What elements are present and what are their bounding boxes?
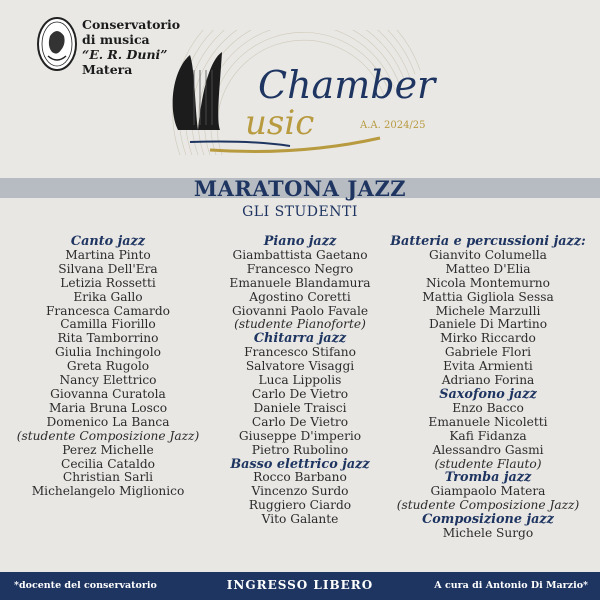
student-name: Greta Rugolo: [66, 359, 150, 374]
student-name: Silvana Dell'Era: [58, 261, 158, 276]
student-note: (studente Flauto): [434, 456, 542, 471]
header: [0, 0, 600, 178]
student-name: Gianvito Columella: [429, 247, 547, 262]
footer: [0, 572, 600, 600]
student-name: Giovanna Curatola: [50, 386, 166, 401]
student-name: Francesco Negro: [246, 261, 354, 276]
student-name: Emanuele Nicoletti: [428, 414, 548, 429]
student-name: Giambattista Gaetano: [232, 247, 368, 262]
chamber-music-logo: [150, 30, 450, 170]
student-name: Carlo De Vietro: [251, 386, 349, 401]
section-heading: Tromba jazz: [444, 470, 532, 486]
student-name: Nicola Montemurno: [426, 275, 550, 290]
student-name: Alessandro Gasmi: [432, 442, 544, 457]
student-name: Giampaolo Matera: [430, 484, 546, 499]
student-name: Francesca Camardo: [45, 303, 171, 318]
student-name: Daniele Di Martino: [428, 317, 548, 332]
academic-year: A.A. 2024/25: [360, 120, 426, 131]
student-note: (studente Composizione Jazz): [396, 498, 580, 513]
column-3: [383, 235, 593, 541]
student-name: Carlo De Vietro: [251, 414, 349, 429]
section-heading: Chitarra jazz: [253, 331, 347, 347]
student-name: Cecilia Cataldo: [61, 456, 155, 471]
student-name: Ruggiero Ciardo: [248, 498, 352, 513]
section-heading: Canto jazz: [70, 234, 146, 249]
student-name: Rocco Barbano: [253, 470, 347, 485]
conservatory-crest-icon: [36, 16, 78, 72]
student-name: Maria Bruna Losco: [48, 400, 168, 415]
student-name: Daniele Traisci: [253, 400, 347, 415]
section-heading: Piano jazz: [263, 234, 337, 249]
student-note: (studente Composizione Jazz): [16, 428, 200, 443]
footer-credit: A cura di Antonio Di Marzio*: [434, 580, 588, 591]
student-name: Emanuele Blandamura: [229, 275, 371, 290]
logo-word-chamber: Chamber: [258, 63, 436, 107]
student-name: Luca Lippolis: [258, 373, 342, 388]
student-name: Mattia Gigliola Sessa: [422, 289, 554, 304]
student-name: Christian Sarli: [62, 470, 154, 485]
student-name: Kafi Fidanza: [449, 428, 527, 443]
student-name: Evita Armienti: [443, 359, 533, 374]
institution-line-1: Conservatorio: [82, 17, 181, 32]
student-name: Martina Pinto: [65, 247, 151, 262]
footer-entry: INGRESSO LIBERO: [226, 578, 374, 592]
section-heading: Saxofono jazz: [439, 386, 537, 402]
student-name: Letizia Rossetti: [60, 275, 156, 290]
student-name: Pietro Rubolino: [251, 442, 349, 457]
student-name: Giuseppe D'imperio: [238, 428, 362, 443]
student-name: Giulia Inchingolo: [55, 345, 161, 360]
student-name: Nancy Elettrico: [59, 373, 157, 388]
student-name: Agostino Coretti: [249, 289, 351, 304]
student-name: Gabriele Flori: [444, 345, 532, 360]
institution-line-3: “E. R. Duni”: [82, 47, 168, 62]
student-name: Matteo D'Elia: [445, 261, 531, 276]
student-name: Erika Gallo: [73, 289, 143, 304]
student-name: Michelangelo Miglionico: [31, 484, 185, 499]
logo-word-music: usic: [245, 103, 315, 143]
footer-note: *docente del conservatorio: [14, 580, 157, 591]
student-name: Michele Surgo: [442, 526, 534, 541]
section-heading: Batteria e percussioni jazz:: [390, 234, 586, 249]
student-name: Perez Michelle: [62, 442, 154, 457]
student-name: Francesco Stifano: [244, 345, 356, 360]
student-name: Salvatore Visaggi: [245, 359, 355, 374]
page-subtitle: GLI STUDENTI: [242, 204, 358, 220]
student-name: Mirko Riccardo: [440, 331, 536, 346]
section-heading: Basso elettrico jazz: [230, 456, 370, 472]
student-name: Enzo Bacco: [452, 400, 524, 415]
section-heading: Composizione jazz: [422, 512, 554, 528]
institution-line-2: di musica: [82, 32, 150, 47]
student-name: Camilla Fiorillo: [60, 317, 156, 332]
student-name: Vito Galante: [261, 512, 339, 527]
student-name: Rita Tamborrino: [57, 331, 159, 346]
student-name: Domenico La Banca: [46, 414, 170, 429]
page-title: MARATONA JAZZ: [193, 176, 407, 201]
column-1: [8, 235, 208, 499]
student-note: (studente Pianoforte): [234, 317, 366, 332]
column-2: [205, 235, 395, 527]
student-name: Giovanni Paolo Favale: [231, 303, 369, 318]
student-name: Vincenzo Surdo: [251, 484, 349, 499]
student-name: Michele Marzulli: [435, 303, 541, 318]
institution-line-4: Matera: [82, 62, 133, 77]
student-name: Adriano Forina: [441, 373, 535, 388]
